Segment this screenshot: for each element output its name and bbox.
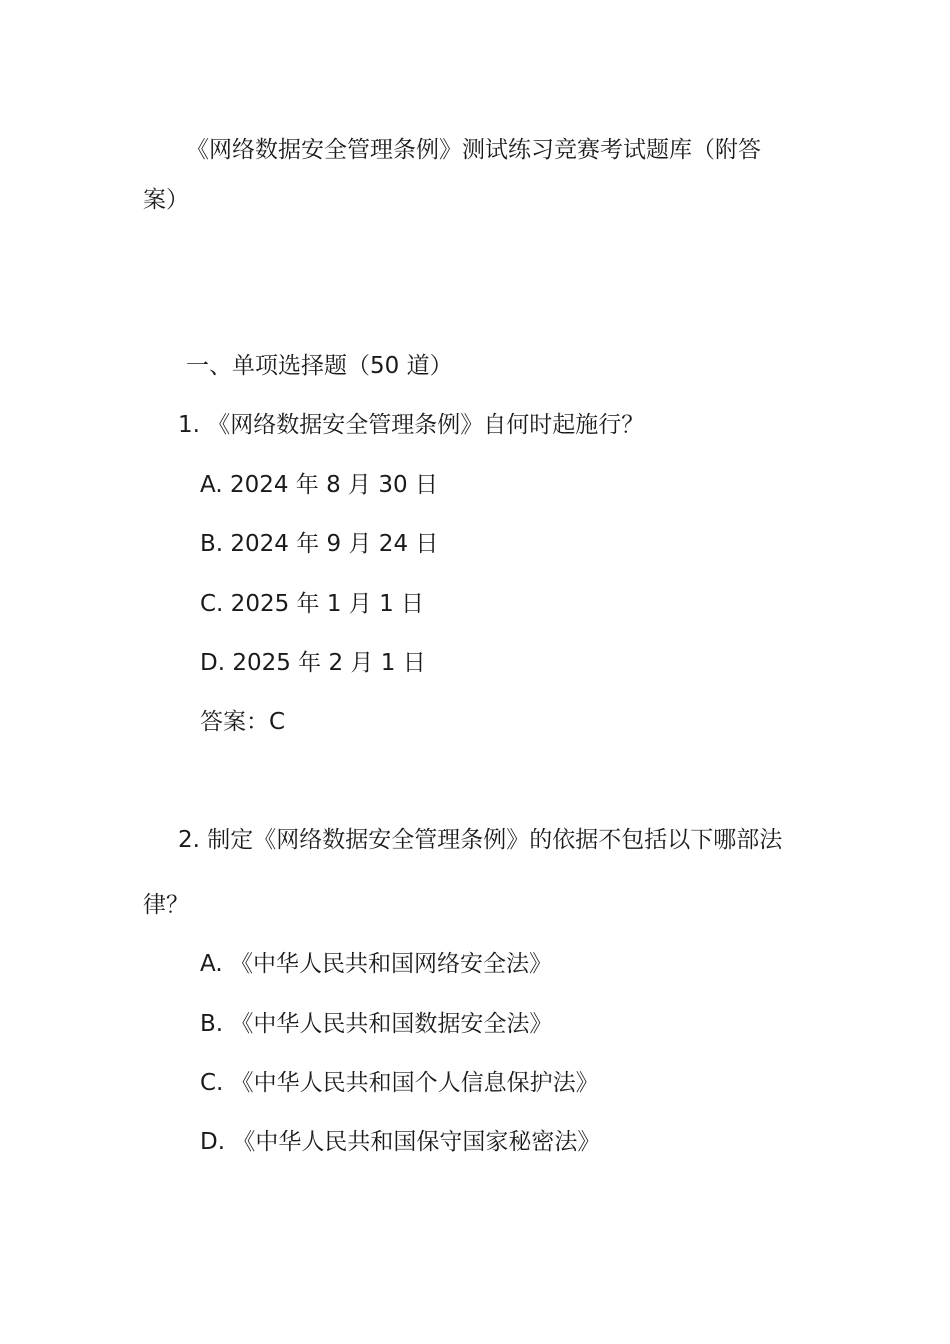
question-2-option-a: A. 《中华人民共和国网络安全法》 bbox=[200, 951, 552, 977]
question-2-option-c: C. 《中华人民共和国个人信息保护法》 bbox=[200, 1070, 599, 1096]
question-1-option-d: D. 2025 年 2 月 1 日 bbox=[200, 650, 426, 676]
question-2-option-d: D. 《中华人民共和国保守国家秘密法》 bbox=[200, 1129, 601, 1155]
document-title-line-1: 《网络数据安全管理条例》测试练习竞赛考试题库（附答 bbox=[186, 137, 761, 163]
section-heading: 一、单项选择题（50 道） bbox=[186, 353, 453, 379]
question-2-option-b: B. 《中华人民共和国数据安全法》 bbox=[200, 1011, 553, 1037]
question-1-text: 1. 《网络数据安全管理条例》自何时起施行？ bbox=[178, 412, 645, 438]
question-1-option-c: C. 2025 年 1 月 1 日 bbox=[200, 591, 425, 617]
question-2-text-line-2: 律？ bbox=[143, 892, 189, 918]
document-title-line-2: 案） bbox=[143, 187, 189, 213]
question-1-answer: 答案：C bbox=[200, 709, 286, 735]
question-2-text-line-1: 2. 制定《网络数据安全管理条例》的依据不包括以下哪部法 bbox=[178, 827, 783, 853]
question-1-option-a: A. 2024 年 8 月 30 日 bbox=[200, 472, 438, 498]
question-1-option-b: B. 2024 年 9 月 24 日 bbox=[200, 531, 439, 557]
